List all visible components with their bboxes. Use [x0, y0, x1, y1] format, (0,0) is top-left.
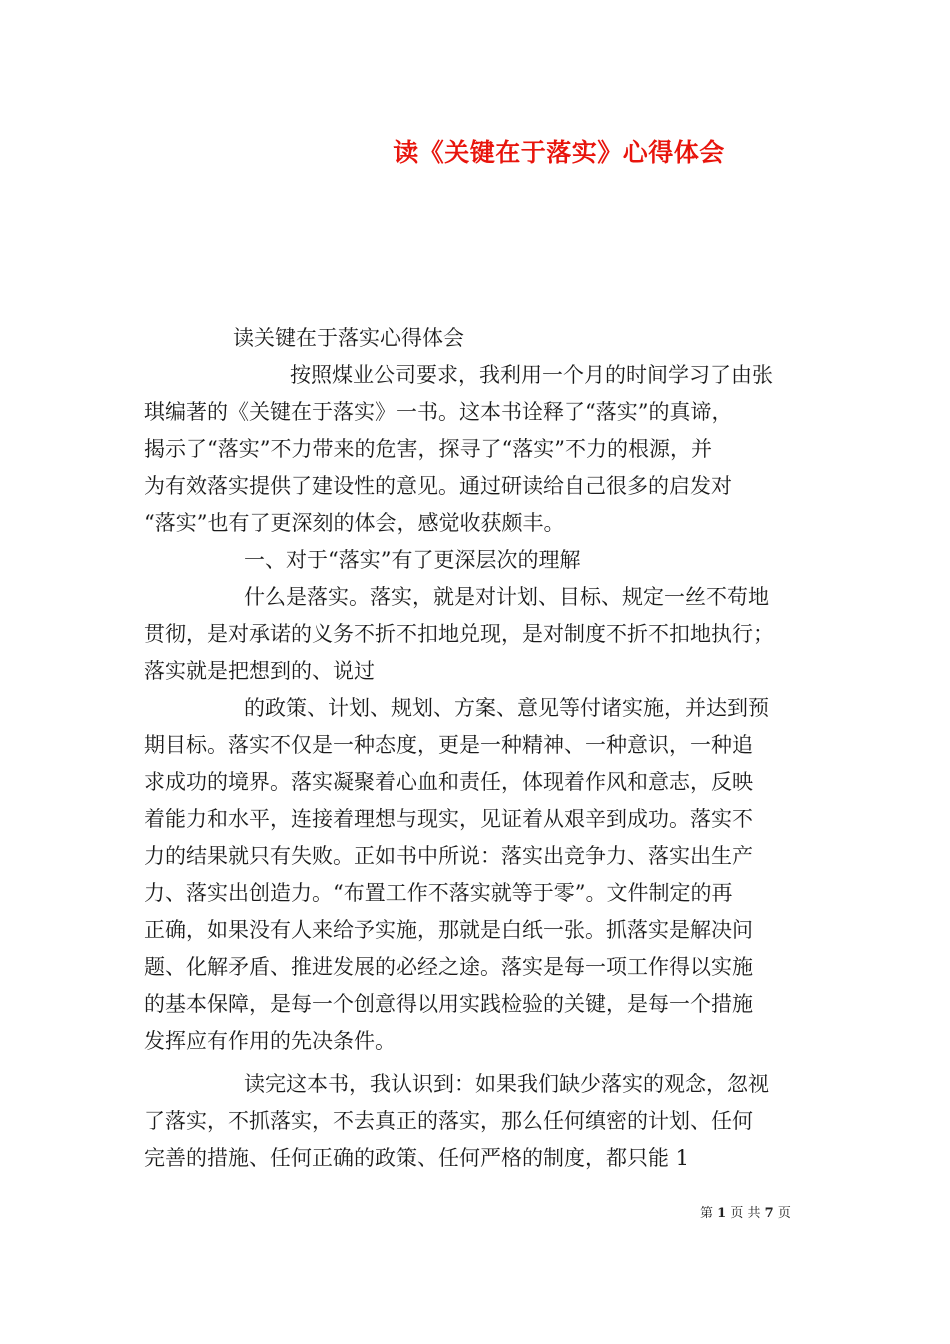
paragraph-line: 求成功的境界。落实凝聚着心血和责任，体现着作风和意志，反映 — [144, 770, 753, 794]
paragraph-line: “落实”也有了更深刻的体会，感觉收获颇丰。 — [144, 511, 565, 535]
paragraph-line: 正确，如果没有人来给予实施，那就是白纸一张。抓落实是解决问 — [144, 918, 753, 942]
footer-total-pages: 7 — [764, 1206, 774, 1221]
subtitle-line: 读关键在于落实心得体会 — [233, 326, 464, 350]
paragraph-line: 揭示了“落实”不力带来的危害，探寻了“落实”不力的根源，并 — [144, 437, 712, 461]
paragraph-line: 按照煤业公司要求，我利用一个月的时间学习了由张 — [290, 363, 773, 387]
paragraph-line: 的基本保障，是每一个创意得以用实践检验的关键，是每一个措施 — [144, 992, 753, 1016]
paragraph-line: 读完这本书，我认识到：如果我们缺少落实的观念，忽视 — [244, 1072, 769, 1096]
paragraph-line: 的政策、计划、规划、方案、意见等付诸实施，并达到预 — [244, 696, 769, 720]
paragraph-line: 贯彻，是对承诺的义务不折不扣地兑现，是对制度不折不扣地执行； — [144, 622, 774, 646]
footer-page-number: 1 — [717, 1206, 727, 1221]
footer-middle: 页 共 — [730, 1206, 761, 1221]
paragraph-line: 为有效落实提供了建设性的意见。通过研读给自己很多的启发对 — [144, 474, 732, 498]
paragraph-line: 题、化解矛盾、推进发展的必经之途。落实是每一项工作得以实施 — [144, 955, 753, 979]
paragraph-line: 期目标。落实不仅是一种态度，更是一种精神、一种意识，一种追 — [144, 733, 753, 757]
paragraph-line: 落实就是把想到的、说过 — [144, 659, 375, 683]
paragraph-line: 琪编著的《关键在于落实》一书。这本书诠释了“落实”的真谛， — [144, 400, 733, 424]
footer-prefix: 第 — [700, 1206, 714, 1221]
paragraph-line: 完善的措施、任何正确的政策、任何严格的制度，都只能 1 — [144, 1146, 690, 1170]
paragraph-line: 什么是落实。落实，就是对计划、目标、规定一丝不苟地 — [244, 585, 769, 609]
page-footer — [700, 1202, 791, 1221]
section-heading: 一、对于“落实”有了更深层次的理解 — [244, 548, 581, 572]
paragraph-line: 力的结果就只有失败。正如书中所说：落实出竞争力、落实出生产 — [144, 844, 753, 868]
paragraph-line: 着能力和水平，连接着理想与现实，见证着从艰辛到成功。落实不 — [144, 807, 753, 831]
paragraph-line: 力、落实出创造力。“布置工作不落实就等于零”。文件制定的再 — [144, 881, 733, 905]
paragraph-line: 发挥应有作用的先决条件。 — [144, 1029, 396, 1053]
document-title: 读《关键在于落实》心得体会 — [393, 138, 725, 167]
paragraph-line: 了落实，不抓落实，不去真正的落实，那么任何缜密的计划、任何 — [144, 1109, 753, 1133]
footer-suffix: 页 — [777, 1206, 791, 1221]
